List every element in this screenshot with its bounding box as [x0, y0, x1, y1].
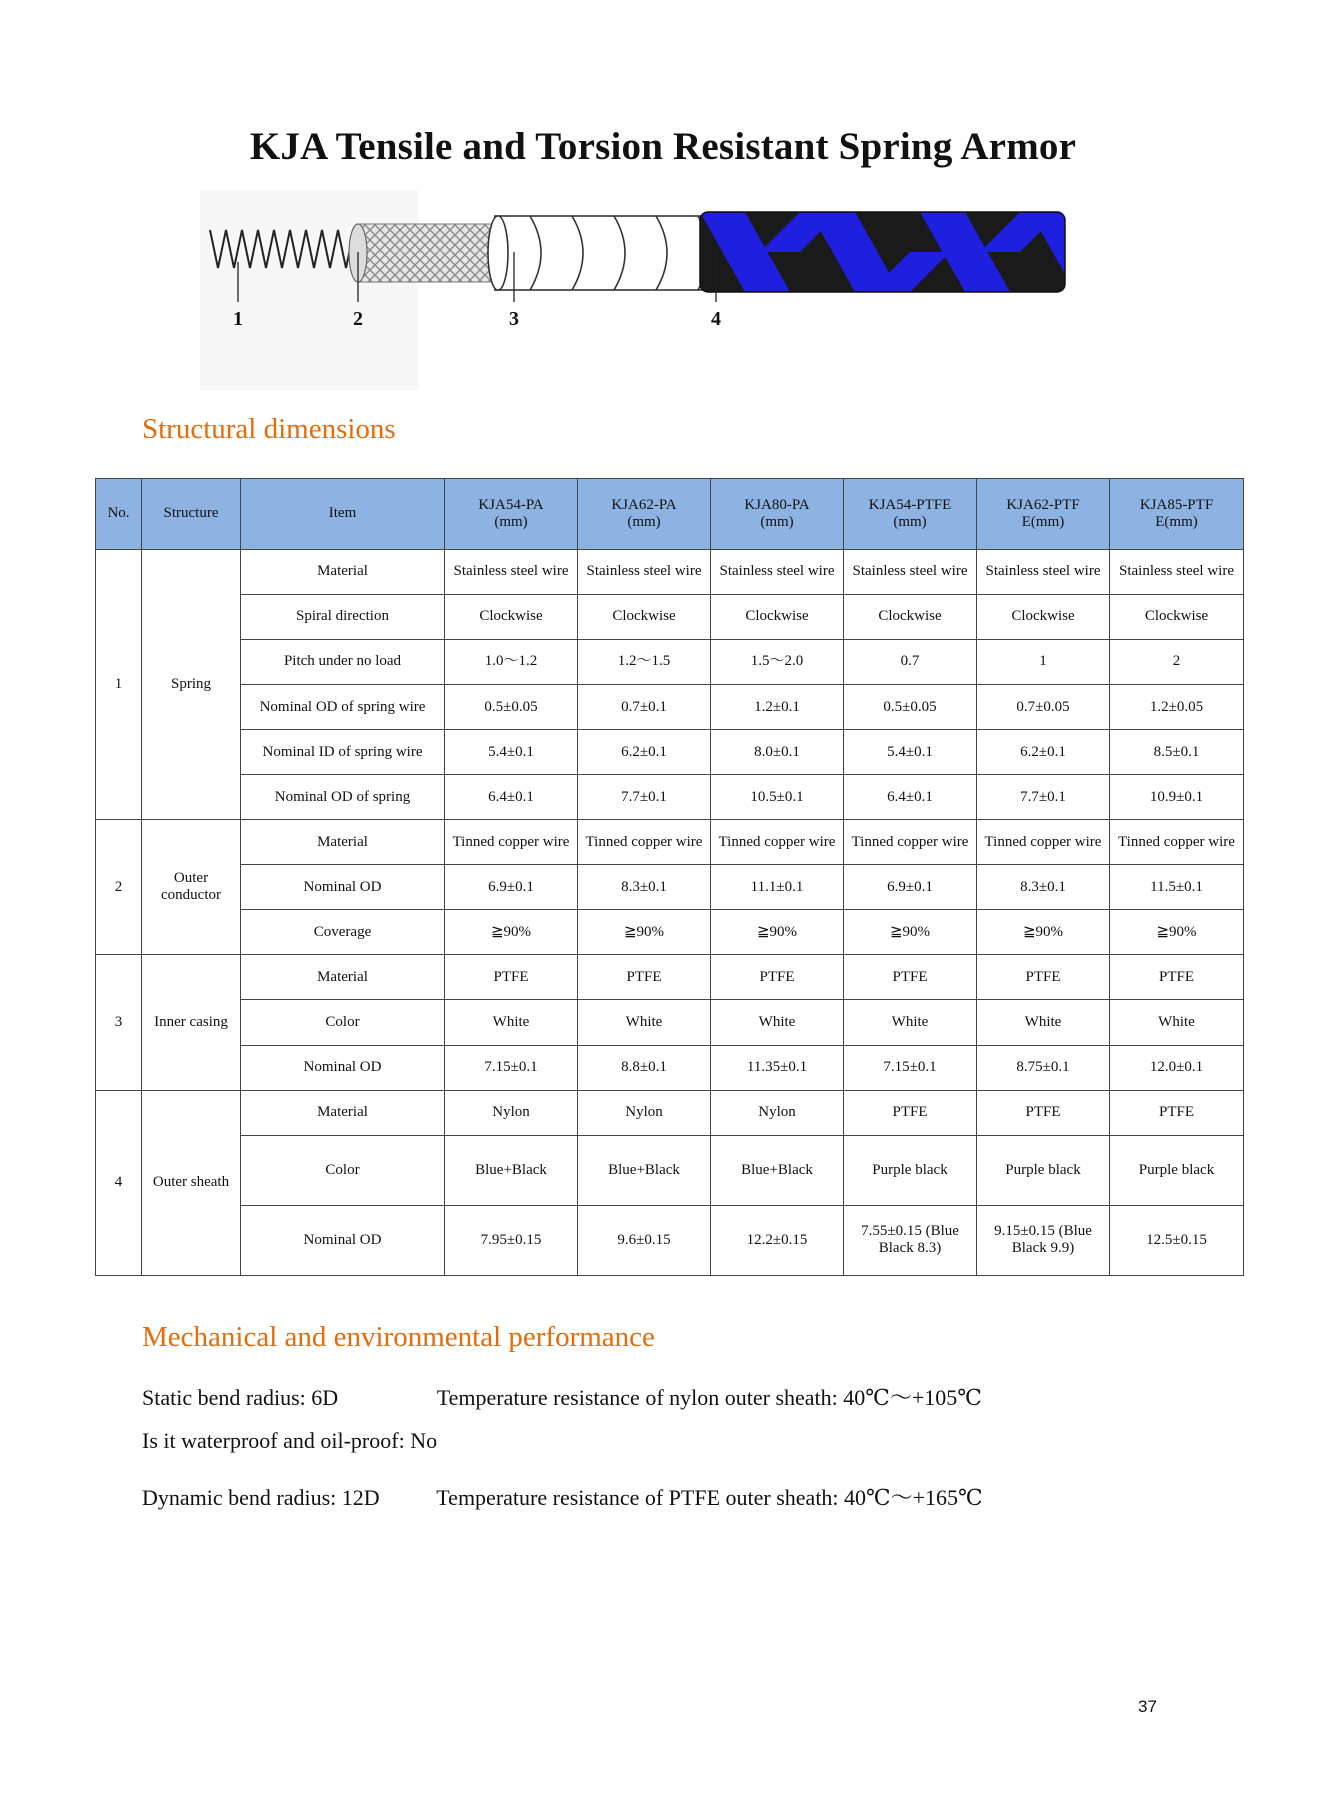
- value-cell: Clockwise: [844, 595, 977, 640]
- performance-line: [142, 1481, 983, 1512]
- row-item: Color: [241, 1135, 445, 1205]
- value-cell: PTFE: [1110, 1090, 1244, 1135]
- nylon-temperature-resistance: Temperature resistance of nylon outer sheath: 40℃～+105℃: [436, 1385, 982, 1410]
- value-cell: 8.0±0.1: [711, 730, 844, 775]
- value-cell: 7.7±0.1: [578, 775, 711, 820]
- value-cell: Stainless steel wire: [844, 550, 977, 595]
- value-cell: 0.7±0.1: [578, 685, 711, 730]
- value-cell: 11.1±0.1: [711, 865, 844, 910]
- value-cell: Blue+Black: [711, 1135, 844, 1205]
- header-model: [1110, 479, 1244, 550]
- value-cell: Nylon: [711, 1090, 844, 1135]
- value-cell: Tinned copper wire: [711, 820, 844, 865]
- value-cell: Blue+Black: [578, 1135, 711, 1205]
- value-cell: 7.55±0.15 (Blue Black 8.3): [844, 1205, 977, 1275]
- value-cell: Nylon: [578, 1090, 711, 1135]
- table-row: [96, 820, 1244, 865]
- row-item: Spiral direction: [241, 595, 445, 640]
- value-cell: 8.3±0.1: [578, 865, 711, 910]
- mechanical-performance-heading: Mechanical and environmental performance: [142, 1321, 655, 1353]
- value-cell: Nylon: [445, 1090, 578, 1135]
- value-cell: White: [578, 1000, 711, 1045]
- diagram-background: [200, 190, 418, 390]
- value-cell: Tinned copper wire: [1110, 820, 1244, 865]
- group-number: 1: [96, 550, 142, 820]
- value-cell: PTFE: [445, 955, 578, 1000]
- table-row: [96, 595, 1244, 640]
- value-cell: Clockwise: [977, 595, 1110, 640]
- callout-4: 4: [711, 308, 721, 330]
- value-cell: Purple black: [1110, 1135, 1244, 1205]
- value-cell: 5.4±0.1: [445, 730, 578, 775]
- outer-conductor-braid: [358, 224, 498, 282]
- value-cell: 7.95±0.15: [445, 1205, 578, 1275]
- model-unit: (mm): [494, 514, 528, 530]
- value-cell: 10.9±0.1: [1110, 775, 1244, 820]
- model-name: KJA62-PTF: [1006, 496, 1080, 513]
- value-cell: 12.2±0.15: [711, 1205, 844, 1275]
- value-cell: White: [711, 1000, 844, 1045]
- value-cell: ≧90%: [578, 910, 711, 955]
- static-bend-radius: Static bend radius: 6D: [142, 1385, 339, 1410]
- row-item: Material: [241, 1090, 445, 1135]
- callout-2: 2: [353, 308, 363, 330]
- value-cell: 0.5±0.05: [445, 685, 578, 730]
- row-item: Pitch under no load: [241, 640, 445, 685]
- value-cell: Stainless steel wire: [578, 550, 711, 595]
- header-item: Item: [241, 479, 445, 550]
- value-cell: 1.0～1.2: [445, 640, 578, 685]
- value-cell: PTFE: [977, 955, 1110, 1000]
- outer-sheath: [700, 212, 1080, 292]
- row-item: Coverage: [241, 910, 445, 955]
- table-row: [96, 1205, 1244, 1275]
- table-row: [96, 910, 1244, 955]
- value-cell: 6.2±0.1: [977, 730, 1110, 775]
- group-structure: Outer conductor: [142, 820, 241, 955]
- value-cell: 0.5±0.05: [844, 685, 977, 730]
- model-name: KJA54-PTFE: [868, 496, 952, 513]
- group-structure: Outer sheath: [142, 1090, 241, 1275]
- value-cell: 8.8±0.1: [578, 1045, 711, 1090]
- model-unit: E(mm): [1021, 514, 1065, 530]
- header-model: [445, 479, 578, 550]
- value-cell: White: [1110, 1000, 1244, 1045]
- dynamic-bend-radius: Dynamic bend radius: 12D: [142, 1485, 380, 1510]
- performance-line: [142, 1381, 982, 1412]
- value-cell: 9.15±0.15 (Blue Black 9.9): [977, 1205, 1110, 1275]
- group-structure: Inner casing: [142, 955, 241, 1090]
- value-cell: 1.2±0.1: [711, 685, 844, 730]
- model-name: KJA85-PTF: [1139, 496, 1214, 513]
- value-cell: ≧90%: [711, 910, 844, 955]
- table-row: [96, 550, 1244, 595]
- page-number: 37: [1138, 1697, 1157, 1716]
- value-cell: 1.2±0.05: [1110, 685, 1244, 730]
- row-item: Nominal ID of spring wire: [241, 730, 445, 775]
- value-cell: 10.5±0.1: [711, 775, 844, 820]
- row-item: Nominal OD: [241, 865, 445, 910]
- value-cell: 8.3±0.1: [977, 865, 1110, 910]
- value-cell: Tinned copper wire: [977, 820, 1110, 865]
- value-cell: 6.4±0.1: [445, 775, 578, 820]
- header-model: [711, 479, 844, 550]
- value-cell: Stainless steel wire: [711, 550, 844, 595]
- value-cell: 0.7: [844, 640, 977, 685]
- value-cell: 8.75±0.1: [977, 1045, 1110, 1090]
- value-cell: White: [445, 1000, 578, 1045]
- value-cell: PTFE: [711, 955, 844, 1000]
- header-structure: Structure: [142, 479, 241, 550]
- row-item: Material: [241, 550, 445, 595]
- value-cell: 7.15±0.1: [445, 1045, 578, 1090]
- structural-dimensions-heading: Structural dimensions: [142, 413, 396, 445]
- table-row: [96, 1045, 1244, 1090]
- value-cell: 6.9±0.1: [844, 865, 977, 910]
- value-cell: 12.5±0.15: [1110, 1205, 1244, 1275]
- value-cell: ≧90%: [844, 910, 977, 955]
- model-unit: (mm): [627, 514, 661, 530]
- model-name: KJA62-PA: [611, 496, 677, 513]
- value-cell: PTFE: [578, 955, 711, 1000]
- value-cell: 7.15±0.1: [844, 1045, 977, 1090]
- table-row: [96, 1000, 1244, 1045]
- model-unit: (mm): [760, 514, 794, 530]
- page-title: KJA Tensile and Torsion Resistant Spring Armor: [249, 125, 1077, 168]
- value-cell: 2: [1110, 640, 1244, 685]
- value-cell: 11.35±0.1: [711, 1045, 844, 1090]
- header-no: No.: [96, 479, 142, 550]
- model-name: KJA80-PA: [744, 496, 810, 513]
- value-cell: 7.7±0.1: [977, 775, 1110, 820]
- value-cell: PTFE: [977, 1090, 1110, 1135]
- group-number: 4: [96, 1090, 142, 1275]
- inner-casing: [495, 216, 710, 290]
- value-cell: Clockwise: [578, 595, 711, 640]
- value-cell: 11.5±0.1: [1110, 865, 1244, 910]
- value-cell: PTFE: [844, 955, 977, 1000]
- ptfe-temperature-resistance: Temperature resistance of PTFE outer sheath: 40℃～+165℃: [436, 1485, 983, 1510]
- header-model: [977, 479, 1110, 550]
- model-unit: (mm): [893, 514, 927, 530]
- header-model: [844, 479, 977, 550]
- value-cell: 5.4±0.1: [844, 730, 977, 775]
- value-cell: 6.4±0.1: [844, 775, 977, 820]
- value-cell: Clockwise: [1110, 595, 1244, 640]
- table-header-row: [96, 479, 1244, 550]
- table-row: [96, 1090, 1244, 1135]
- value-cell: Stainless steel wire: [1110, 550, 1244, 595]
- table-row: [96, 1135, 1244, 1205]
- value-cell: 12.0±0.1: [1110, 1045, 1244, 1090]
- row-item: Nominal OD: [241, 1045, 445, 1090]
- value-cell: Stainless steel wire: [977, 550, 1110, 595]
- value-cell: Clockwise: [445, 595, 578, 640]
- table-row: [96, 685, 1244, 730]
- value-cell: 8.5±0.1: [1110, 730, 1244, 775]
- value-cell: 1.2～1.5: [578, 640, 711, 685]
- value-cell: Tinned copper wire: [445, 820, 578, 865]
- table-row: [96, 640, 1244, 685]
- table-row: [96, 955, 1244, 1000]
- structural-dimensions-table: [95, 478, 1244, 1276]
- callout-3: 3: [509, 308, 519, 330]
- value-cell: White: [977, 1000, 1110, 1045]
- value-cell: Clockwise: [711, 595, 844, 640]
- model-unit: E(mm): [1155, 514, 1198, 530]
- table-body: [96, 550, 1244, 1276]
- value-cell: Tinned copper wire: [844, 820, 977, 865]
- value-cell: Tinned copper wire: [578, 820, 711, 865]
- value-cell: White: [844, 1000, 977, 1045]
- value-cell: PTFE: [1110, 955, 1244, 1000]
- value-cell: Purple black: [844, 1135, 977, 1205]
- value-cell: 6.9±0.1: [445, 865, 578, 910]
- value-cell: ≧90%: [445, 910, 578, 955]
- table-row: [96, 730, 1244, 775]
- value-cell: Stainless steel wire: [445, 550, 578, 595]
- model-name: KJA54-PA: [478, 496, 544, 513]
- cable-structure-diagram: [200, 190, 1080, 390]
- group-number: 3: [96, 955, 142, 1090]
- value-cell: 0.7±0.05: [977, 685, 1110, 730]
- row-item: Color: [241, 1000, 445, 1045]
- table-row: [96, 775, 1244, 820]
- value-cell: ≧90%: [977, 910, 1110, 955]
- header-model: [578, 479, 711, 550]
- group-number: 2: [96, 820, 142, 955]
- value-cell: PTFE: [844, 1090, 977, 1135]
- waterproof-oilproof: Is it waterproof and oil-proof: No: [142, 1428, 438, 1453]
- row-item: Nominal OD: [241, 1205, 445, 1275]
- value-cell: ≧90%: [1110, 910, 1244, 955]
- row-item: Nominal OD of spring: [241, 775, 445, 820]
- row-item: Material: [241, 820, 445, 865]
- table-row: [96, 865, 1244, 910]
- group-structure: Spring: [142, 550, 241, 820]
- performance-line: [142, 1428, 437, 1454]
- value-cell: 9.6±0.15: [578, 1205, 711, 1275]
- row-item: Nominal OD of spring wire: [241, 685, 445, 730]
- value-cell: 6.2±0.1: [578, 730, 711, 775]
- value-cell: Blue+Black: [445, 1135, 578, 1205]
- value-cell: 1.5～2.0: [711, 640, 844, 685]
- callout-1: 1: [233, 308, 243, 330]
- value-cell: 1: [977, 640, 1110, 685]
- value-cell: Purple black: [977, 1135, 1110, 1205]
- row-item: Material: [241, 955, 445, 1000]
